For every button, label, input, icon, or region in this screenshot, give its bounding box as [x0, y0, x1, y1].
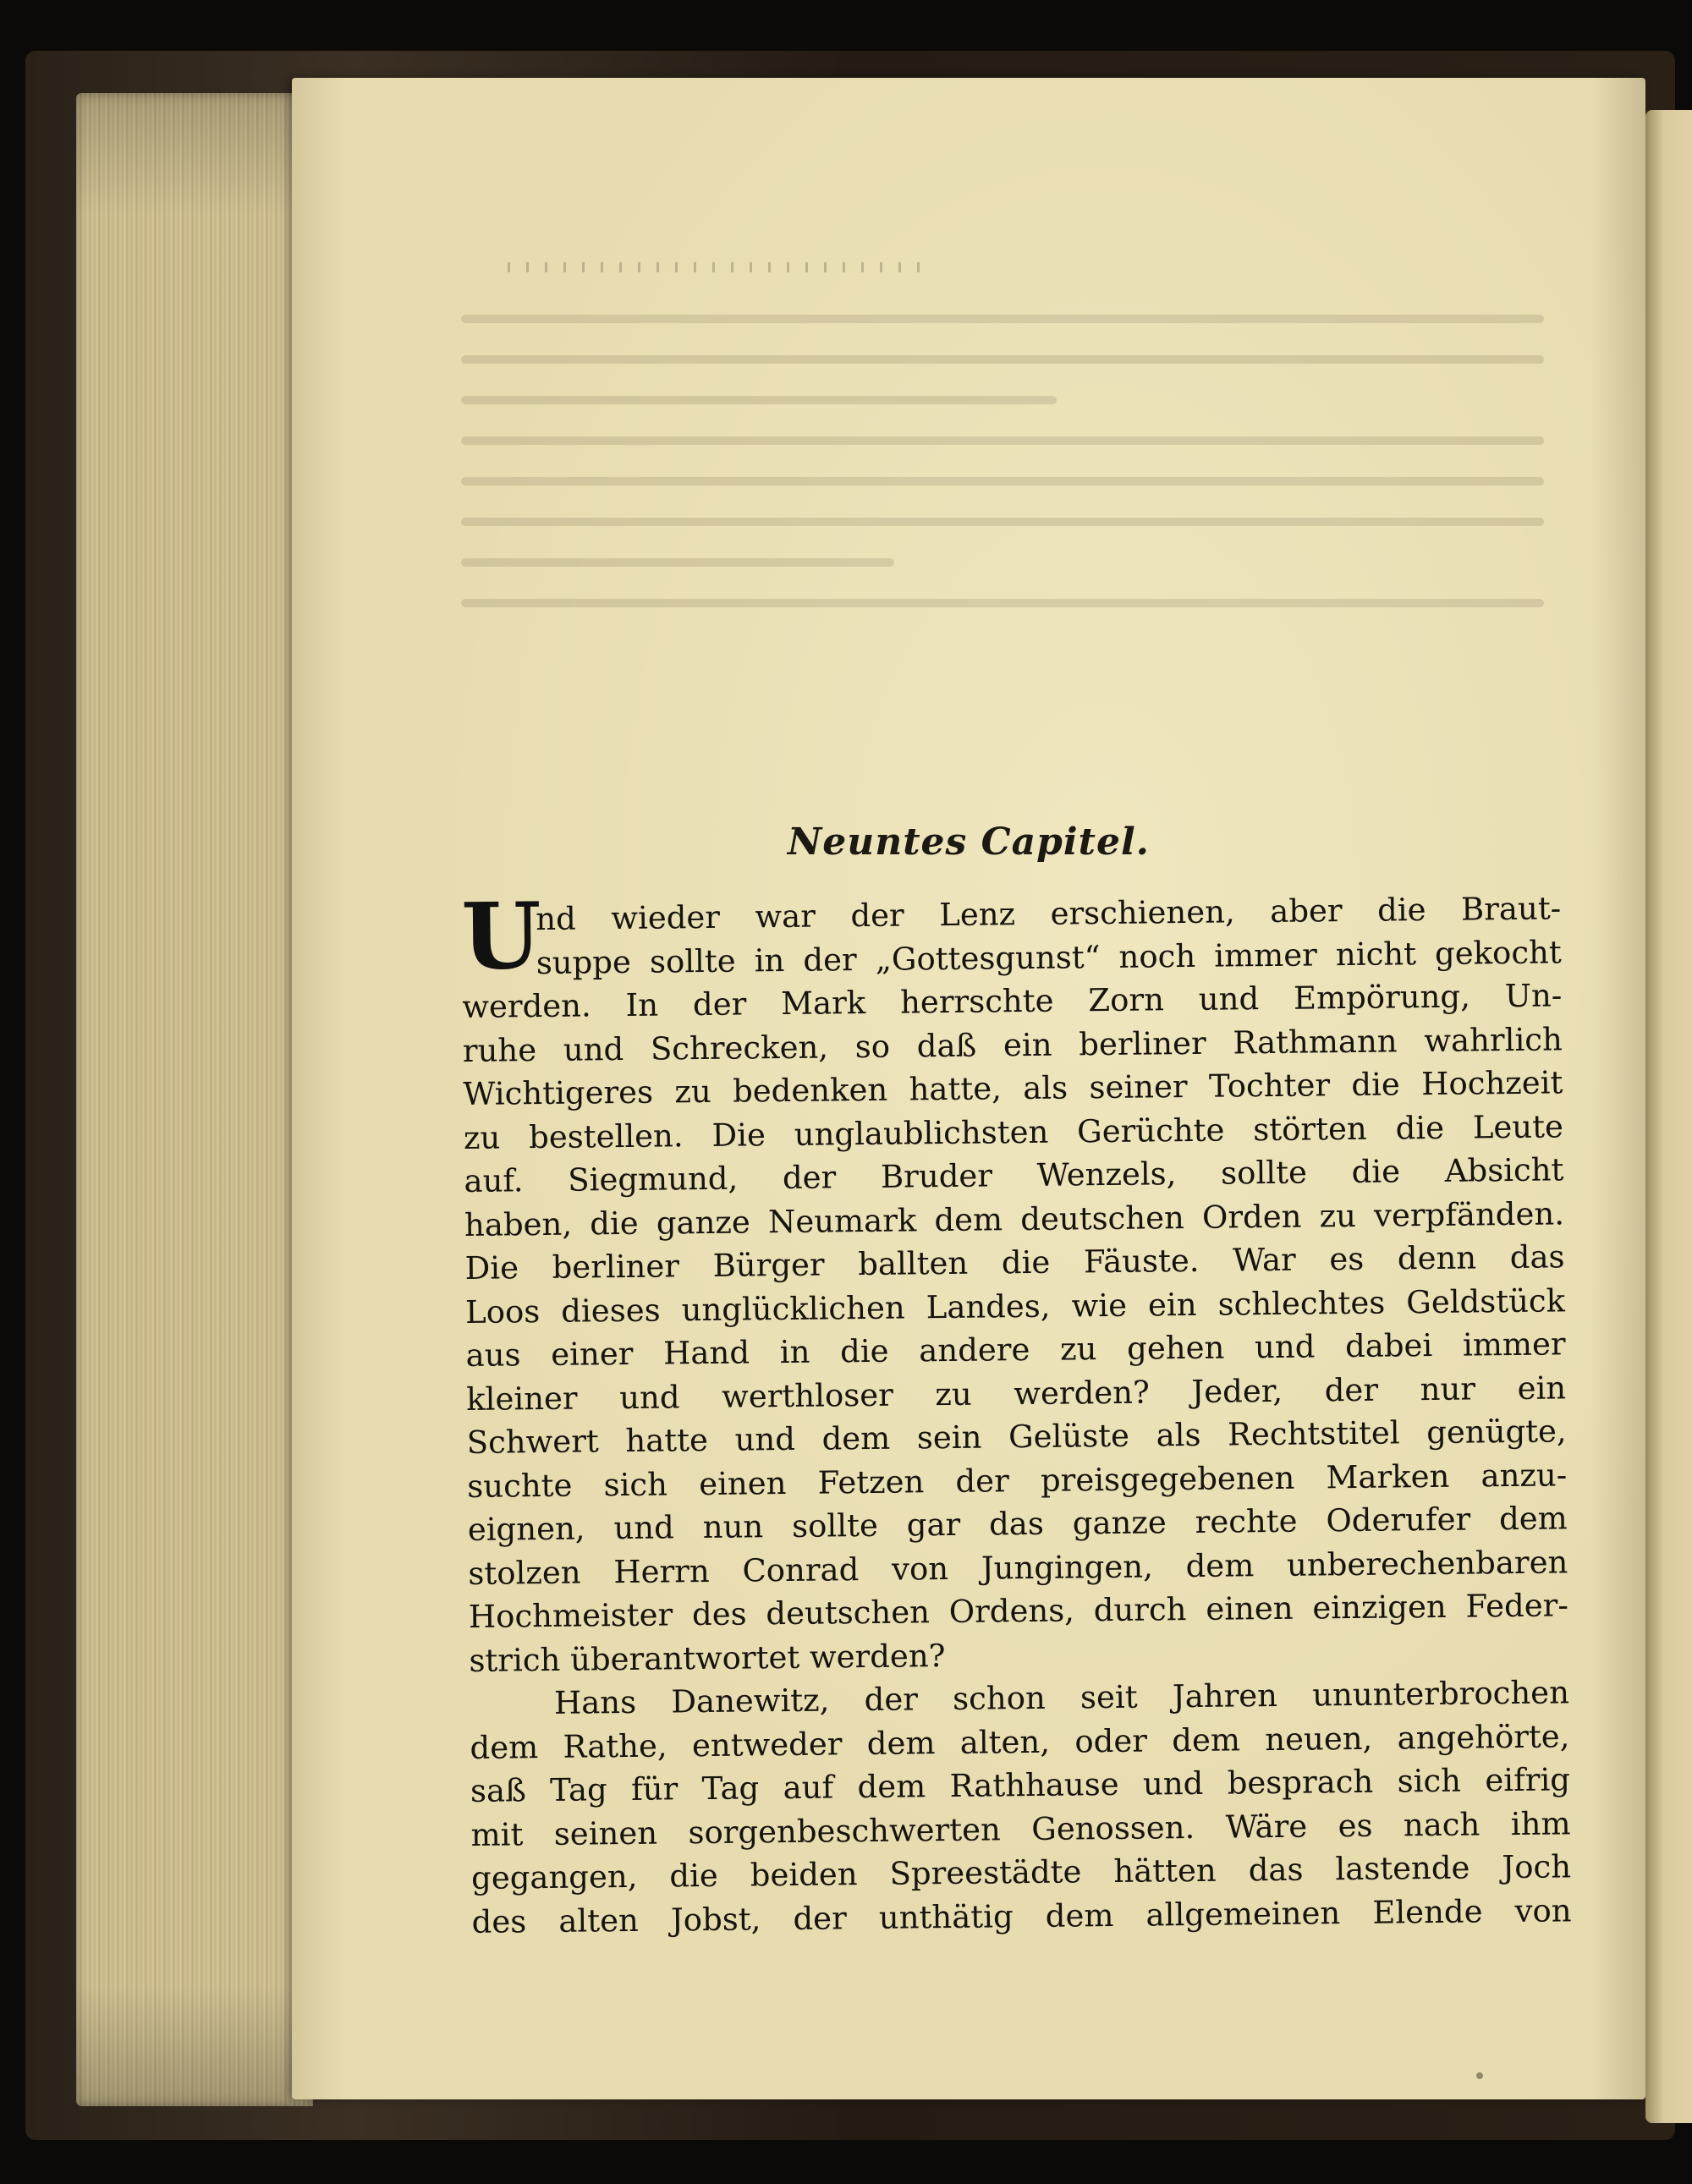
text-line: Loos dieses unglücklichen Landes, wie ein schlechtes Geldstück	[464, 1281, 1566, 1331]
text-line: nd wieder war der Lenz erschienen, aber die Braut-	[536, 890, 1562, 938]
text-line: strich überantwortet werden?	[469, 1637, 946, 1679]
text-line: haben, die ganze Neumark dem deutschen Orden zu verpfänden.	[464, 1194, 1565, 1243]
text-line: saß Tag für Tag auf dem Rathhause und besprach sich eifrig	[470, 1761, 1571, 1809]
text-line: mit seinen sorgenbeschwerten Genossen. Wäre es nach ihm	[470, 1804, 1571, 1853]
text-line: Hans Danewitz, der schon seit Jahren ununterbrochen	[553, 1674, 1570, 1721]
text-line: Die berliner Bürger ballten die Fäuste. War es denn das	[464, 1238, 1565, 1287]
text-line: zu bestellen. Die unglaublichsten Gerüchte störten die Leute	[463, 1107, 1564, 1156]
text-line: werden. In der Mark herrschte Zorn und Empörung, Un-	[462, 977, 1563, 1025]
text-line: stolzen Herrn Conrad von Jungingen, dem unberechenbaren	[468, 1543, 1568, 1592]
book-page	[292, 78, 1645, 2099]
bleed-through	[461, 315, 1544, 695]
text-line: aus einer Hand in die andere zu gehen und dabei immer	[465, 1325, 1566, 1374]
text-line: gegangen, die beiden Spreestädte hätten das lastende Joch	[470, 1848, 1572, 1896]
drop-cap: U	[460, 883, 542, 990]
text-line: dem Rathe, entweder dem alten, oder dem neuen, angehörte,	[470, 1717, 1570, 1766]
print-mark	[1476, 2072, 1483, 2079]
text-line: auf. Siegmund, der Bruder Wenzels, sollte die Absicht	[464, 1151, 1564, 1199]
print-specks	[508, 262, 931, 272]
text-line: ruhe und Schrecken, so daß ein berliner Rathmann wahrlich	[462, 1020, 1563, 1069]
text-line: kleiner und werthloser zu werden? Jeder, der nur ein	[465, 1369, 1567, 1418]
next-page-edge	[1645, 110, 1692, 2123]
text-line: eignen, und nun sollte gar das ganze rechte Oderufer dem	[467, 1500, 1568, 1548]
chapter-title: Neuntes Capitel.	[788, 820, 1150, 864]
text-line: des alten Jobst, der unthätig dem allgemeinen Elende von	[471, 1891, 1572, 1940]
text-line: suchte sich einen Fetzen der preisgegebenen Marken anzu-	[467, 1456, 1568, 1505]
body-text	[460, 883, 1572, 1944]
page-edges	[76, 93, 313, 2106]
paragraph	[460, 883, 1569, 1682]
paragraph	[470, 1671, 1572, 1944]
text-line: suppe sollte in der „Gottesgunst“ noch immer nicht gekocht	[536, 933, 1562, 981]
text-line: Hochmeister des deutschen Ordens, durch einen einzigen Feder-	[468, 1587, 1569, 1635]
text-line: Schwert hatte und dem sein Gelüste als Rechtstitel genügte,	[466, 1413, 1567, 1461]
text-line: Wichtigeres zu bedenken hatte, als seiner Tochter die Hochzeit	[463, 1064, 1563, 1112]
